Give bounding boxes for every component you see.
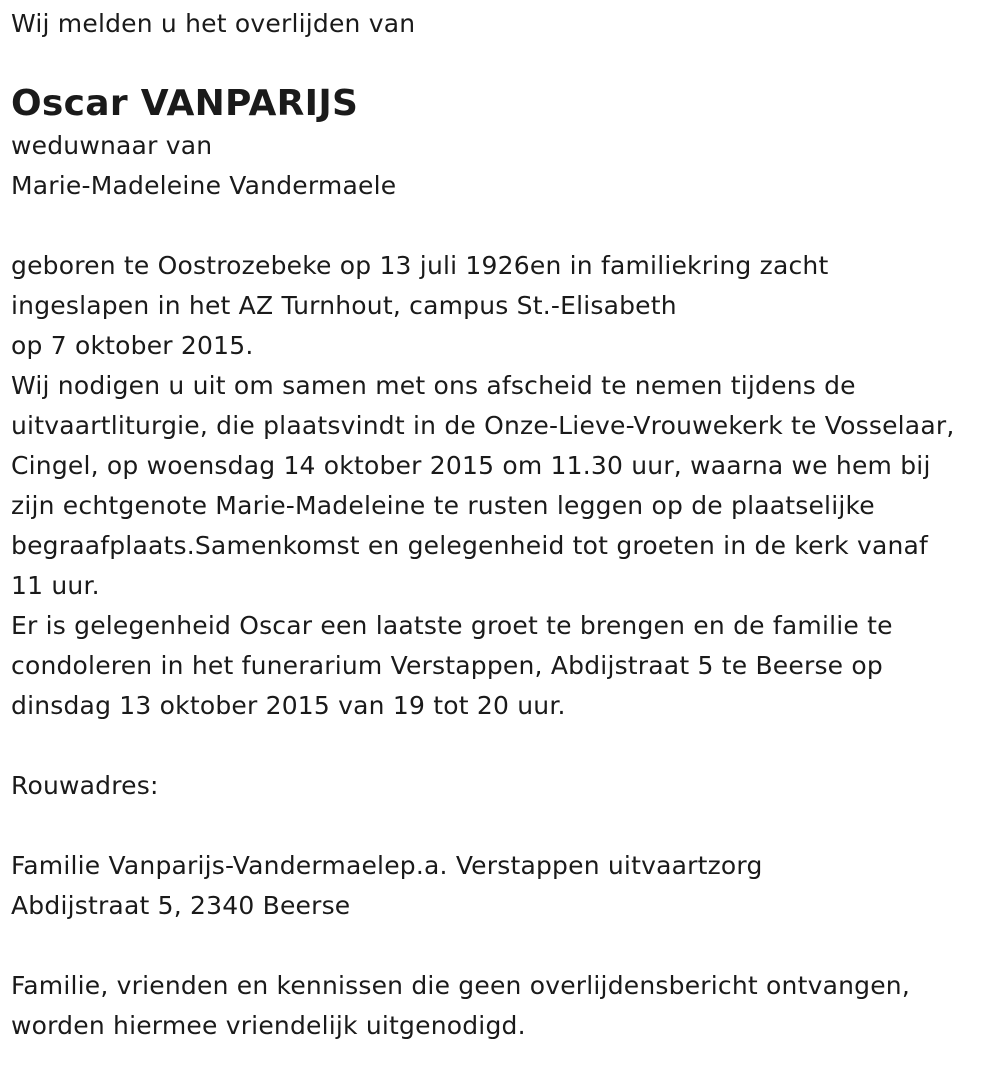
announcement-line: Cingel, op woensdag 14 oktober 2015 om 11.30 uur, waarna we hem bij xyxy=(11,451,931,480)
announcement-line: begraafplaats.Samenkomst en gelegenheid tot groeten in de kerk vanaf xyxy=(11,531,929,560)
announcement-line: Er is gelegenheid Oscar een laatste groet te brengen en de familie te xyxy=(11,611,893,640)
announcement-block xyxy=(11,246,996,726)
intro-text: Wij melden u het overlijden van xyxy=(11,9,416,38)
death-notice xyxy=(11,0,996,1046)
address-label: Rouwadres: xyxy=(11,771,159,800)
spouse-name: Marie-Madeleine Vandermaele xyxy=(11,171,397,200)
closing-line: Familie, vrienden en kennissen die geen overlijdensbericht ontvangen, xyxy=(11,971,910,1000)
announcement-line: uitvaartliturgie, die plaatsvindt in de Onze-Lieve-Vrouwekerk te Vosselaar, xyxy=(11,411,955,440)
closing-block xyxy=(11,966,996,1046)
closing-line: worden hiermee vriendelijk uitgenodigd. xyxy=(11,1011,526,1040)
announcement-line: op 7 oktober 2015. xyxy=(11,331,254,360)
announcement-line: geboren te Oostrozebeke op 13 juli 1926en in familiekring zacht xyxy=(11,251,829,280)
announcement-line: dinsdag 13 oktober 2015 van 19 tot 20 uur. xyxy=(11,691,566,720)
announcement-line: 11 uur. xyxy=(11,571,100,600)
address-line: Familie Vanparijs-Vandermaelep.a. Verstappen uitvaartzorg xyxy=(11,851,763,880)
spacer xyxy=(11,726,996,766)
address-block xyxy=(11,846,996,926)
announcement-line: zijn echtgenote Marie-Madeleine te rusten leggen op de plaatselijke xyxy=(11,491,875,520)
deceased-name: Oscar VANPARIJS xyxy=(11,83,359,124)
announcement-line: condoleren in het funerarium Verstappen, Abdijstraat 5 te Beerse op xyxy=(11,651,883,680)
relation-block xyxy=(11,126,996,206)
spacer xyxy=(11,206,996,246)
address-line: Abdijstraat 5, 2340 Beerse xyxy=(11,891,351,920)
announcement-line: Wij nodigen u uit om samen met ons afscheid te nemen tijdens de xyxy=(11,371,856,400)
spacer xyxy=(11,806,996,846)
spacer xyxy=(11,926,996,966)
relation-line: weduwnaar van xyxy=(11,131,213,160)
announcement-line: ingeslapen in het AZ Turnhout, campus St.-Elisabeth xyxy=(11,291,677,320)
